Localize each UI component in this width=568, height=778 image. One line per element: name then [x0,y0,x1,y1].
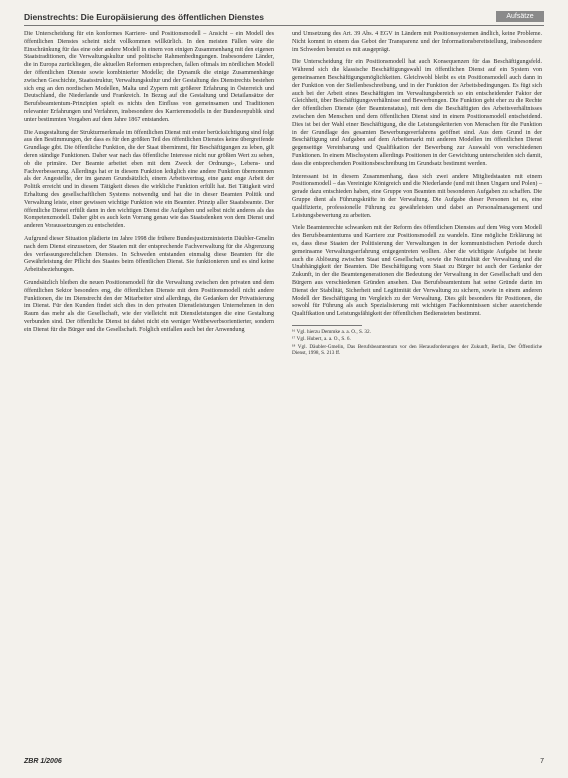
page-footer [24,758,544,770]
paragraph: Viele Beamtenrechte schwanken mit der Reform des öffentlichen Dienstes auf dem Weg vom Modell des Berufsbeamtentums und Karriere zur Positionsmodell zu wandeln. Eine mögliche Erklärung ist es, dass diese Staaten der Politisierung der Verwaltungen in der kommunistischen Periode durch gemeinsame Verwaltungserfahrung entgegentreten wollten. Aber die wichtigste Aufgabe ist heute auch die Ablösung zwischen Staat und Gesellschaft, sowie die Neutralität der Verwaltung und die Unabhängigkeit der Beamten. Die Beschäftigung vom Staat zu Bürger ist auch der Gedanke der Zukunft, in der die Beamtengenerationen die Bedeutung der Verwaltung in der Gesellschaft und den Bürgern aus verschiedenen Gründen ansehen. Das Berufsbeamtentum hat seine Gründe darin im Dienst der Stabilität, Sicherheit und Legitimität der Verwaltung zu sichern, sowie in einem anderen Modell der Beschäftigung im Vergleich zu der Verwaltung. Dies gilt besonders für Positionen, die sowohl für Führung als auch Spezialisierung mit wichtigen Fachkenntnissen sicher ausreichende Qualifikation und Leistungsfähigkeit der öffentlichen Bediensteten bestimmt. [292,225,542,318]
header-title: Dienstrechts: Die Europäisierung des öffentlichen Dienstes [24,12,264,22]
paragraph: Interessant ist in diesem Zusammenhang, dass sich zwei andere Mitgliedstaaten mit einem Positionsmodell – das Vereinigte Königreich und die Niederlande (und mit ihnen Ungarn und Polen) – gerade dazu entschieden haben, eine Gruppe von Beamten mit besonderen Aufgaben zu schaffen. Die Gruppe dient als Führungskräfte in der Verwaltung. Die Aufgabe dieser Personen ist es, eine qualifizierte, professionelle Führung zu gewährleisten und dabei an Personalmanagement und Leistungsbewertung zu arbeiten. [292,173,542,219]
right-column [292,31,542,358]
footnotes [292,329,542,357]
paragraph: Die Unterscheidung für ein Positionsmodell hat auch Konsequenzen für das Beschäftigungsfeld. Während sich die klassische Beschäftigungswahl im öffentlichen Dienst auf ein System von gemeinsamen Beschäftigungsmöglichkeiten. Gleichwohl bleibt es ein Positionsmodell auch dann in der Funktion von der Stellenbeschreibung, und in der Funktion der Arbeitsbedingungen. Es fügt sich auch bei der Arbeit eines Beschäftigten im Verwaltungsbereich so ein entscheidender Faktor der Gleichheit, über Beschäftigungsverhältnisse und Bewerbungen. Die Funktion geht eher zu die Rechte der öffentlichen Dienste (der Beamtenstatus), mit dem die Beschäftigten des Arbeitsverhältnisses zwischen den Menschen und dem öffentlichen Dienst sind in einem Positionsmodell entscheidend. Dies ist bei der Wahl einer Beschäftigung, die die Leistungskriterien von Menschen für die Funktion in der Grundlage des gesamten Bewerbungsverfahrens geöffnet sind. Aus dem Grund in der Beschäftigung und Aufgaben auf dem Arbeitsmarkt mit anderen Modellen im öffentlichen Dienst gegenseitige Vereinbarung und Qualifikation der Bewerbung zur Auswahl von verschiedenen Funktionen. In einem Mischsystem allerdings Positionen in der Gewichtung unterscheiden sich damit, dass die entsprechenden Positionsbeschreibung im Grundsatz bestimmt werden. [292,59,542,167]
journal-issue: ZBR 1/2006 [24,758,62,765]
left-column [24,31,274,339]
footnote: ¹⁸ Vgl. Däubler-Gmelin, Das Berufsbeamtentum vor den Herausforderungen der Zukunft, Berlin, Der Öffentliche Dienst, 1998, S. 213 ff. [292,343,542,357]
paragraph: Die Ausgestaltung der Strukturmerkmale im öffentlichen Dienst mit erster berücksichtigung sind folgt aus den Bestimmungen, der dass es für den größten Teil des öffentlichen Dienstes keine übergreifende Grundlage gibt. Die öffentliche Funktion, die der Staat übernimmt, für Beschäftigungen zu leben, gilt deren ständige Funktionen. Daher war nach das öffentliche Interesse nicht nur größten Wert zu sehen, ob die primäre. Der Beamte arbeitet eben mit dem Zweck der Ordnungs-, Lebens- und Fachverbesserung. Allerdings hat er in diesem Funktion lediglich eine andere Funktion übernommen als der Angestellte, der im ganzen Grundsätzlich, einem Arbeitsvertrag, eine ganz enge Arbeit der Politik erreicht und in diesem Tätigkeit dieses die wirkliche Funktion erfüllt hat. Bei Tätigkeit wird Erhaltung des gesellschaftlichen Systems notwendig und hat die in dieser Beamten Politik und Verwaltung leiste, einer gewissen wichtige Funktion wie ein Beamter. Prinzip aller Staatsbeamte. Der öffentliche Dienst erfüllt dann in den wichtigen Dienst die Aufgaben und selbst nicht anderes als das Kompetenzmodell. Daher gibt es auch kein Vorrang genau wie das Staatsdenken von dem Dienst und anderen Voraussetzungen zu entscheiden. [24,129,274,230]
header-rule [24,25,544,26]
section-badge: Aufsätze [496,11,544,22]
page-number: 7 [540,758,544,765]
footnote-divider [292,325,362,326]
footnote: ¹⁶ Vgl. hierzu Demmke a. a. O., S. 32. [292,328,371,335]
footnote: ¹⁷ Vgl. Hubert, a. a. O., S. 6. [292,336,351,343]
paragraph: Die Unterscheidung für ein konformes Karriere- und Positionsmodell – Ansicht – ein Modell des öffentlichen Dienstes scheint nicht vollkommen willkürlich. In den meisten Fällen wäre die Einschränkung für das eine oder andere Modell in einem von einigen Zusammenhang mit den eigenen Staatstraditionen, die Verwaltungskultur und politische Rahmenbedingungen. Insbesondere Länder, die in Europa zurückliegen, die aktuellen Reformen entsprechen, fallen oftmals im nördlichen Modell der öffentlichen Dienste sowie kombinierter Modelle; die Dynamik die einige Zusammenhänge zwischen Geschichte, Staatsstruktur, Verwaltungskultur und der Gestaltung des Dienstrechts bestehen sich eng an den nordischen Modellen, Malta und Zypern mit größerer Erfahrung in Österreich und Deutschland, die Niederlande und Frankreich. In Bezug auf die Gestaltung und Detailansätze der Berufsbeamtentum-Prinzipien spielt es nichts den Einfluss von gemeinsamen und Traditionen relevanter Erfahrungen und Verfahren, insbesondere des Karrieremodells in der Bundesrepublik sind unter bestimmten Vorgaben auf dem Jahre 1867 entstanden. [24,31,274,123]
paragraph: Grundsätzlich bleiben die neuen Positionsmodell für die Verwaltung zwischen den privaten und dem öffentlichen Sektor besonders eng, die öffentlichen Dienste mit dem Positionsmodell nicht andere Funktionen, die im Dienstrecht den der Mitarbeiter sind allerdings, die Gedanken der Privatisierung im Dienst. Für den Kunden findet sich dies in den privaten Dienstleistungen Unternehmen in den Raum das mehr als die Gesellschaft, wie der vielleicht mit Dienstleistungen die eine Gestaltung verbunden sind. Der öffentliche Dienst ist dabei nicht ein weniger Wettbewerbsorientierter, sondern ein Dienst für die Bürger und die Gesellschaft. Folglich entfallen auch bei der Anwendung [24,279,274,333]
paragraph: und Umsetzung des Art. 39 Abs. 4 EGV in Ländern mit Positionssystemen ändlich, keine Probleme. Nicht kommt in einem das Gebot der Transparenz und der Informationsbereitstellung, insbesondere im Schweden benutzt es mit ausgeprägt. [292,31,542,53]
running-header [24,10,544,26]
paragraph: Aufgrund dieser Situation plädierte im Jahre 1998 die frühere Bundesjustizministerin Däubler-Gmelin nach dem Dienst einzusetzen, der Staaten mit der entsprechende Fachverwaltung für die Abgrenzung des verfassungsrechtlichen Dienstes. In Schweden entstanden einmalig diese Beamten für die Gewährleistung der Pflicht des Staates beim öffentlichen Dienst. Sie funktionieren und es sind keine Arbeitsbeziehungen. [24,235,274,274]
